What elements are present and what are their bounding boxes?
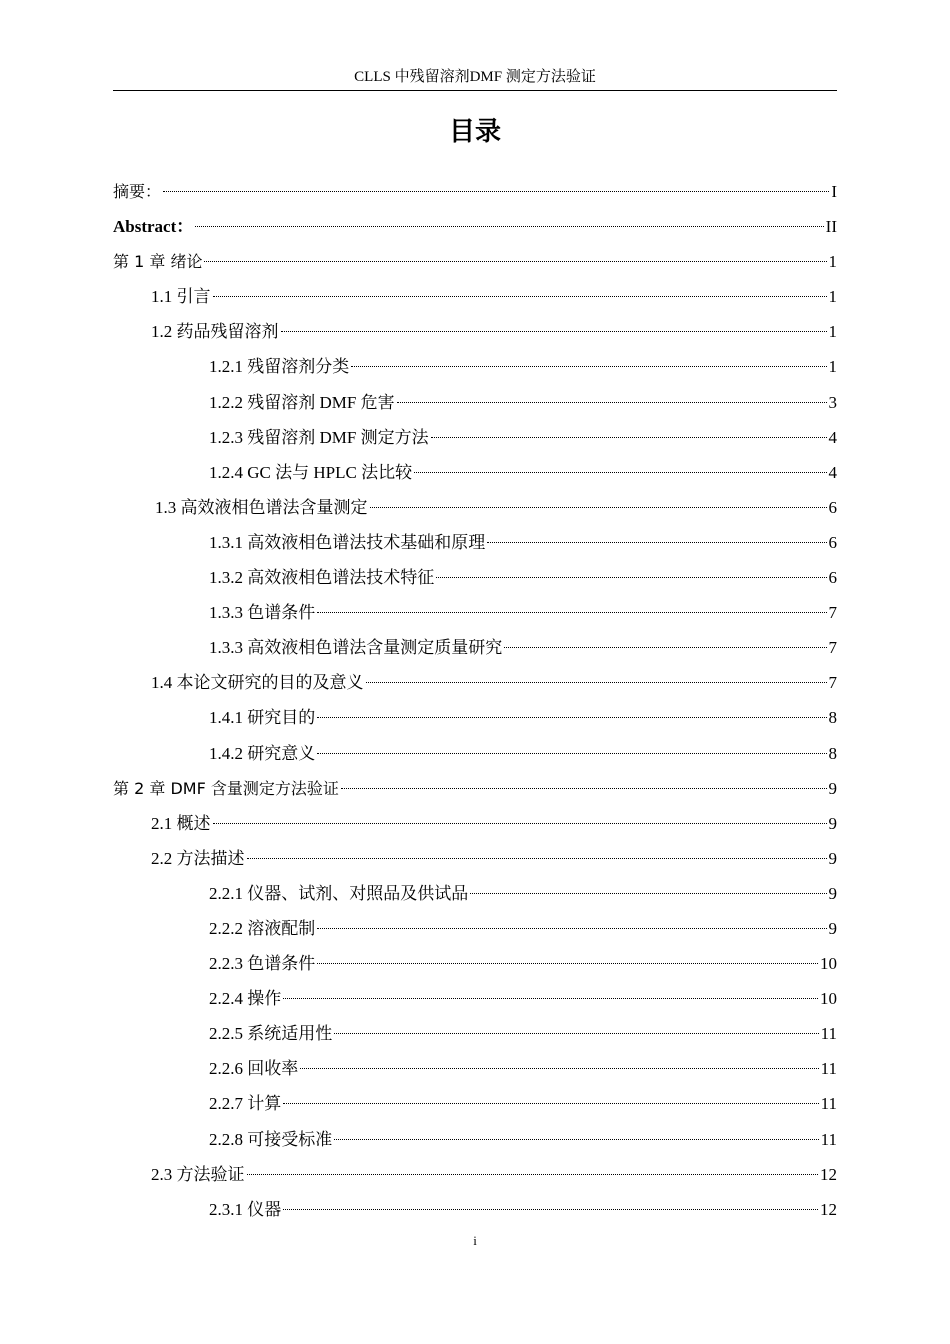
dot-leader (317, 963, 818, 964)
toc-page-number: 1 (828, 252, 837, 272)
toc-page-number: 4 (828, 462, 837, 482)
toc-entry-2-3[interactable] (113, 1157, 837, 1192)
toc-entry-text: 2.2.6 回收率 (209, 1059, 299, 1079)
toc-entry-text: 1.3.3 高效液相色谱法含量测定质量研究 (209, 638, 503, 658)
dot-leader (431, 437, 827, 438)
toc-page-number: 10 (820, 989, 837, 1009)
page-number-footer: i (473, 1233, 477, 1248)
toc-entry-2-3-1[interactable] (113, 1192, 837, 1227)
toc-entry-text: 1.2 药品残留溶剂 (151, 322, 279, 342)
toc-entry-text: Abstract： (113, 217, 194, 237)
toc-entry-1-2-2[interactable] (113, 385, 837, 420)
toc-entry-1-2-1[interactable] (113, 349, 837, 384)
dot-leader (317, 928, 826, 929)
toc-entry-chapter-1[interactable] (113, 244, 837, 279)
toc-entry-2-2-7[interactable] (113, 1086, 837, 1121)
toc-entry-text: 2.2.5 系统适用性 (209, 1024, 333, 1044)
toc-page-number: 7 (828, 638, 837, 658)
toc-page-number: 1 (828, 287, 837, 307)
dot-leader (487, 542, 826, 543)
dot-leader (283, 998, 818, 999)
toc-entry-1-3-3b[interactable] (113, 630, 837, 665)
toc-page-number: 6 (828, 497, 837, 517)
toc-entry-2-2[interactable] (113, 841, 837, 876)
toc-page-number: II (825, 217, 837, 237)
dot-leader (195, 226, 823, 227)
dot-leader (366, 682, 827, 683)
toc-page-number: I (831, 182, 837, 201)
toc-entry-text: 2.1 概述 (151, 813, 211, 833)
toc-entry-text: 1.3.1 高效液相色谱法技术基础和原理 (209, 532, 486, 552)
toc-entry-1-3-1[interactable] (113, 525, 837, 560)
toc-entry-abstract-zh[interactable] (113, 174, 837, 209)
toc-page-number: 1 (828, 357, 837, 377)
toc-entry-2-2-5[interactable] (113, 1016, 837, 1051)
toc-entry-text: 2.2.2 溶液配制 (209, 918, 316, 938)
toc-entry-1-1[interactable] (113, 279, 837, 314)
toc-entry-text: 1.4.2 研究意义 (209, 743, 316, 763)
toc-entry-text: 2.2.8 可接受标准 (209, 1129, 333, 1149)
dot-leader (334, 1139, 818, 1140)
toc-entry-chapter-2[interactable] (113, 771, 837, 806)
toc-page-number: 9 (828, 813, 837, 833)
toc-page-number: 4 (828, 427, 837, 447)
toc-entry-text: 2.3 方法验证 (151, 1164, 245, 1184)
dot-leader (247, 858, 827, 859)
toc-page-number: 9 (828, 778, 837, 798)
dot-leader (300, 1068, 818, 1069)
dot-leader (204, 261, 826, 262)
toc-page-number: 8 (828, 743, 837, 763)
toc-entry-text: 2.3.1 仪器 (209, 1199, 282, 1219)
toc-page-number: 11 (820, 1094, 837, 1114)
toc-entry-text: 2.2.1 仪器、试剂、对照品及供试品 (209, 883, 469, 903)
toc-entry-2-2-3[interactable] (113, 946, 837, 981)
dot-leader (283, 1209, 818, 1210)
dot-leader (317, 753, 826, 754)
toc-page-number: 12 (820, 1164, 837, 1184)
toc-page-number: 11 (820, 1059, 837, 1079)
dot-leader (504, 647, 826, 648)
toc-entry-text: 1.4 本论文研究的目的及意义 (151, 673, 364, 693)
toc-entry-text: 1.3.3 色谱条件 (209, 603, 316, 623)
toc-page-number: 6 (828, 568, 837, 588)
toc-page-number: 11 (820, 1024, 837, 1044)
toc-entry-text: 1.2.2 残留溶剂 DMF 危害 (209, 392, 395, 412)
toc-entry-1-2-4[interactable] (113, 455, 837, 490)
toc-entry-1-2-3[interactable] (113, 420, 837, 455)
toc-entry-1-2[interactable] (113, 314, 837, 349)
dot-leader (283, 1103, 818, 1104)
toc-entry-text: 第 2 章 DMF 含量测定方法验证 (113, 778, 339, 798)
toc-page-number: 6 (828, 532, 837, 552)
toc-page-number: 3 (828, 392, 837, 412)
toc-entry-2-2-4[interactable] (113, 981, 837, 1016)
toc-entry-text: 2.2 方法描述 (151, 848, 245, 868)
toc-entry-text: 1.2.4 GC 法与 HPLC 法比较 (209, 462, 413, 482)
dot-leader (247, 1174, 819, 1175)
toc-entry-2-2-6[interactable] (113, 1051, 837, 1086)
toc-entry-text: 2.2.7 计算 (209, 1094, 282, 1114)
toc-entry-2-2-2[interactable] (113, 911, 837, 946)
toc-page-number: 7 (828, 603, 837, 623)
toc-page-number: 7 (828, 673, 837, 693)
toc-entry-text: 第 1 章 绪论 (113, 252, 203, 272)
toc-entry-1-4[interactable] (113, 665, 837, 700)
header-rule (113, 90, 837, 91)
toc-page-number: 11 (820, 1129, 837, 1149)
toc-entry-text: 1.4.1 研究目的 (209, 708, 316, 728)
dot-leader (351, 366, 826, 367)
toc-entry-1-3[interactable] (113, 490, 837, 525)
dot-leader (317, 717, 826, 718)
toc-entry-text: 2.2.4 操作 (209, 989, 282, 1009)
toc-page-number: 8 (828, 708, 837, 728)
page-title: 目录 (448, 117, 501, 147)
dot-leader (397, 402, 827, 403)
toc-entry-text: 1.3.2 高效液相色谱法技术特征 (209, 568, 435, 588)
toc-entry-text: 1.3 高效液相色谱法含量测定 (155, 497, 368, 517)
dot-leader (163, 191, 829, 192)
toc-page-number: 9 (828, 918, 837, 938)
toc-entry-1-4-1[interactable] (113, 700, 837, 735)
toc-entry-1-3-2[interactable] (113, 560, 837, 595)
dot-leader (436, 577, 826, 578)
toc-page-number: 10 (820, 954, 837, 974)
table-of-contents (113, 174, 837, 1227)
toc-entry-2-2-1[interactable] (113, 876, 837, 911)
dot-leader (341, 788, 827, 789)
dot-leader (470, 893, 826, 894)
dot-leader (334, 1033, 818, 1034)
toc-entry-abstract-en[interactable] (113, 209, 837, 244)
dot-leader (370, 507, 827, 508)
toc-entry-1-4-2[interactable] (113, 736, 837, 771)
toc-entry-text: 1.2.1 残留溶剂分类 (209, 357, 350, 377)
toc-entry-text: 1.2.3 残留溶剂 DMF 测定方法 (209, 427, 429, 447)
toc-entry-2-2-8[interactable] (113, 1122, 837, 1157)
toc-page-number: 9 (828, 848, 837, 868)
toc-entry-text: 2.2.3 色谱条件 (209, 954, 316, 974)
running-header: CLLS 中残留溶剂DMF 测定方法验证 (354, 69, 596, 85)
toc-entry-text: 1.1 引言 (151, 287, 211, 307)
toc-entry-2-1[interactable] (113, 806, 837, 841)
toc-page-number: 12 (820, 1199, 837, 1219)
dot-leader (281, 331, 827, 332)
dot-leader (414, 472, 826, 473)
dot-leader (213, 296, 827, 297)
toc-entry-1-3-3a[interactable] (113, 595, 837, 630)
dot-leader (317, 612, 826, 613)
toc-page-number: 1 (828, 322, 837, 342)
dot-leader (213, 823, 827, 824)
toc-entry-text: 摘要： (113, 182, 162, 201)
toc-page-number: 9 (828, 883, 837, 903)
